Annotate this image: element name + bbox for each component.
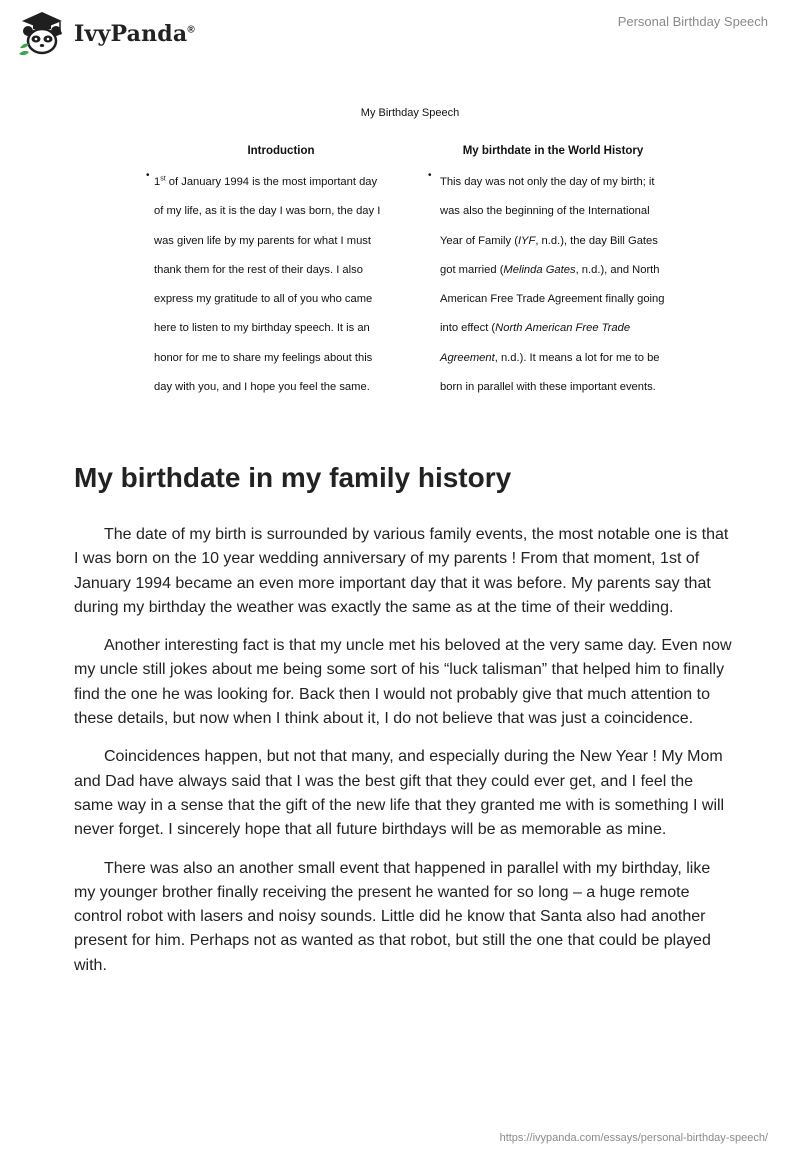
- source-url[interactable]: https://ivypanda.com/essays/personal-birthday-speech/: [499, 1132, 768, 1144]
- introduction-text: [154, 168, 410, 402]
- text-line: got married (Melinda Gates, n.d.), and North: [440, 263, 660, 276]
- bullet-marker: •: [428, 170, 432, 181]
- paragraph: There was also an another small event that happened in parallel with my birthday, like my younger brother finally receiving the present he wanted for so long – a huge remote control robot with lasers and noisy sounds. Little did he know that Santa also had another present for him. Perhaps not as wanted as that robot, but still the one that could be played with.: [74, 859, 711, 974]
- embedded-title: My Birthday Speech: [360, 107, 460, 119]
- embedded-speech-page: [140, 100, 680, 400]
- text-line: thank them for the rest of their days. I also: [154, 263, 363, 276]
- text-line: born in parallel with these important events.: [440, 381, 656, 394]
- panda-graduate-icon: [16, 10, 68, 58]
- text-line: of my life, as it is the day I was born, the day I: [154, 205, 381, 218]
- introduction-heading: Introduction: [247, 145, 315, 157]
- text-line: here to listen to my birthday speech. It is an: [154, 322, 370, 335]
- text-line: 1st of January 1994 is the most important day: [154, 175, 378, 188]
- paragraph: Coincidences happen, but not that many, and especially during the New Year ! My Mom and Dad have always said that I was the best gift that they could ever get, and I feel the same way in a sense that the gift of the new life that they granted me with is something I will never forget. I sincerely hope that all future birthdays will be as memorable as mine.: [74, 748, 725, 839]
- paragraph: The date of my birth is surrounded by various family events, the most notable one is that I was born on the 10 year wedding anniversary of my parents ! From that moment, 1st of January 1994 became an even more important day that it was before. My parents say that during my birthday the weather was exactly the same as at the time of their wedding.: [74, 526, 729, 616]
- text-line: was given life by my parents for what I must: [154, 234, 371, 247]
- text-line: was also the beginning of the International: [440, 205, 650, 218]
- document-title: Personal Birthday Speech: [617, 14, 768, 29]
- bullet-marker: •: [146, 170, 150, 181]
- text-line: American Free Trade Agreement finally going: [440, 293, 665, 306]
- text-line: Agreement, n.d.). It means a lot for me to be: [440, 351, 660, 364]
- essay-body: [74, 523, 734, 992]
- paragraph: Another interesting fact is that my uncle met his beloved at the very same day. Even now my uncle still jokes about me being some sort of his “luck talisman” that helped him to finally find the one he was looking for. Back then I would not probably give that much attention to these details, but now when I think about it, I do not believe that was just a coincidence.: [74, 637, 732, 728]
- text-line: Year of Family (IYF, n.d.), the day Bill Gates: [440, 234, 658, 247]
- world-history-text: [440, 168, 682, 402]
- text-line: This day was not only the day of my birth; it: [440, 176, 655, 188]
- text-line: honor for me to share my feelings about this: [154, 351, 373, 364]
- world-history-heading: My birthdate in the World History: [462, 145, 644, 157]
- text-line: into effect (North American Free Trade: [440, 322, 631, 335]
- brand-name: IvyPanda®: [74, 21, 195, 47]
- text-line: day with you, and I hope you feel the same.: [154, 381, 370, 394]
- text-line: express my gratitude to all of you who came: [154, 293, 373, 306]
- section-heading: My birthdate in my family history: [74, 462, 512, 493]
- ivypanda-logo[interactable]: [16, 10, 195, 58]
